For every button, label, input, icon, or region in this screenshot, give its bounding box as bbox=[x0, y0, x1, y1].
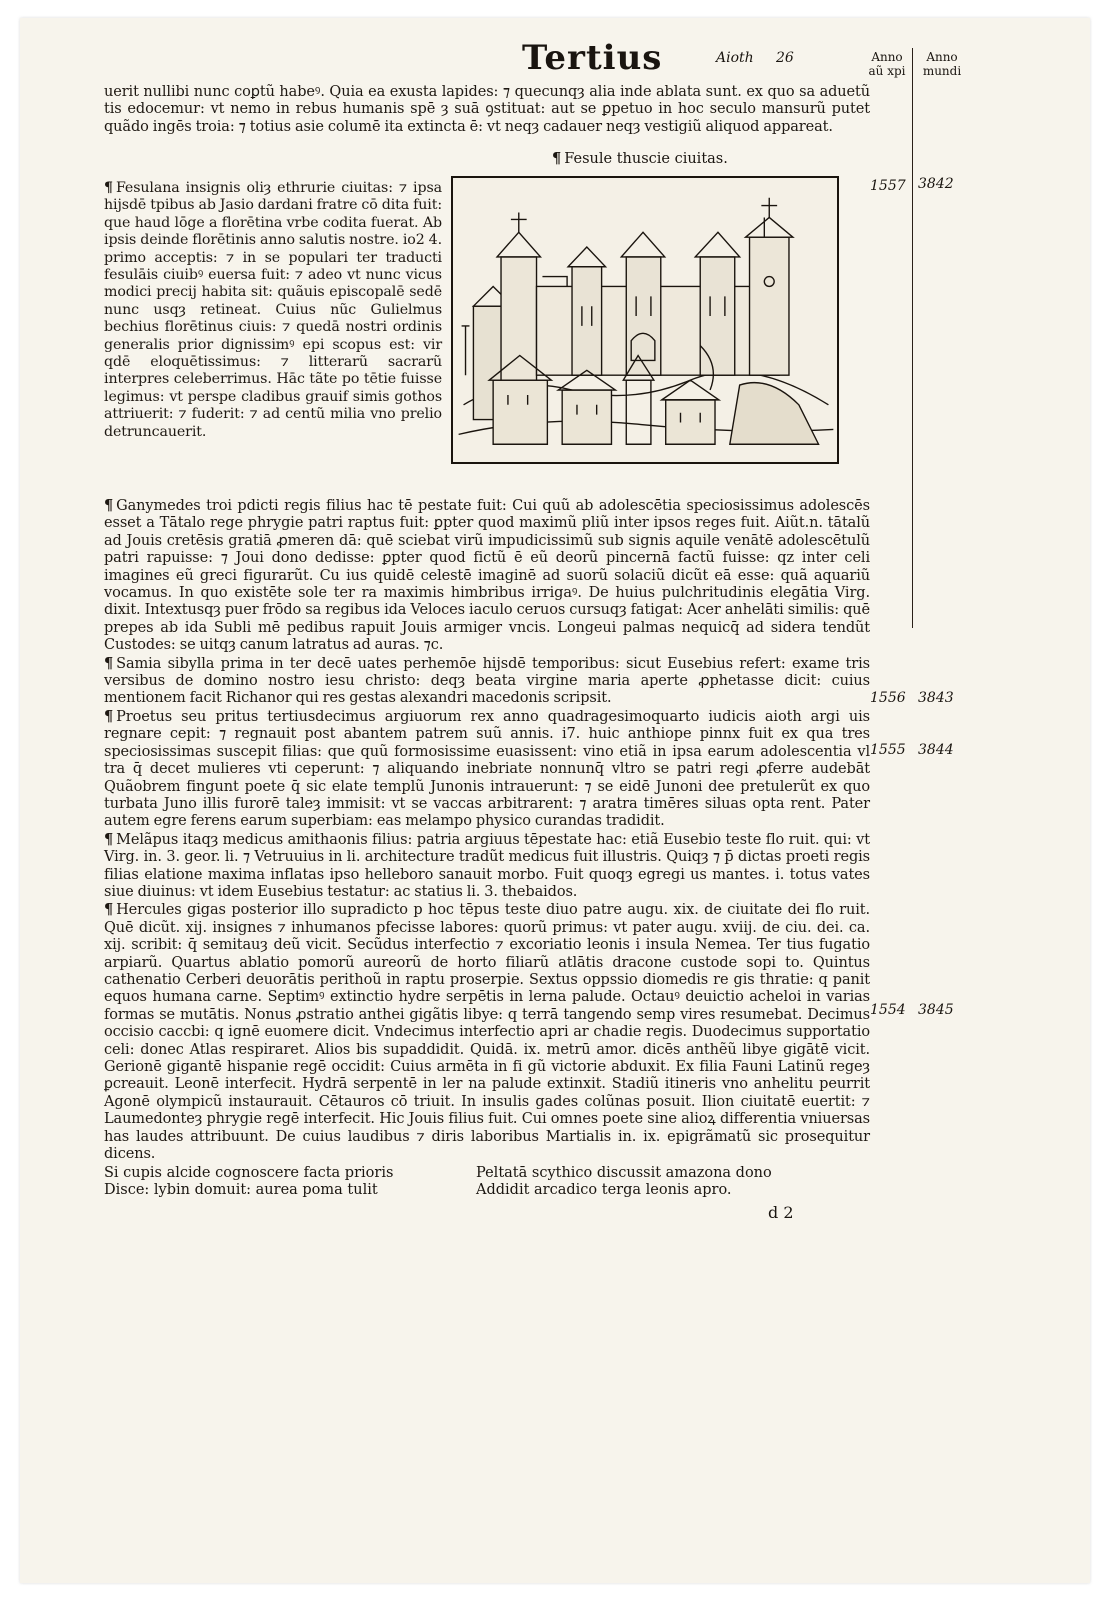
paragraph-text: Samia sibylla prima in ter decē uates perhemōe hijsdē temporibus: sicut Eusebius refert: exame tris versibus de domino nostro iesu christo: deqȝ beata virgine maria aperte ꝓphetasse dicit: cuius mentionem facit Richanor qui res gestas alexandri macedonis scripsit. bbox=[104, 655, 870, 707]
fiesole-woodcut-image bbox=[451, 176, 839, 464]
pilcrow-icon: ¶ bbox=[104, 497, 114, 514]
margin-year-mundi-2: 3843 bbox=[918, 690, 954, 706]
verse-right bbox=[476, 1165, 856, 1200]
pilcrow-icon: ¶ bbox=[104, 830, 114, 848]
paragraph-text: Proetus seu pritus tertiusdecimus argiuorum rex anno quadragesimoquarto iudicis aioth argi uis regnare cepit: ⁊ regnauit post abantem patrem suũ annis. i7. huic anthiope pinnx fuit ex qua tres speciosissimas suscepit filias: que quũ formosissime euasissent: vino etiã in ipsa earum adolescentia vl tra q̄ decet mulieres vti ceperunt: ⁊ aliquando inebriate nonnunq̄ vltro se patri regi ꝓferre audebāt Quãobrem fingunt poete q̄ sic elate templũ Junonis intrauerunt: ⁊ se eidē Junoni dee pretulerũt ex quo turbata Juno illis furorē taleȝ immisit: vt se vaccas arbitrarent: ⁊ aratra timēres siluas opta rent. Pater autem egre ferens earum superbiam: eas melampo physico curandas tradidit. bbox=[104, 708, 870, 830]
signature-mark: d 2 bbox=[768, 1203, 794, 1222]
paragraph-text: Melãpus itaqȝ medicus amithaonis filius: patria argiuus tēpestate hac: etiã Eusebio teste flo ruit. qui: vt Virg. in. 3. geor. li. ⁊ Vetruuius in li. architecture tradũt medicus fuit illustris. Quiqȝ ⁊ p̄ dictas proeti regis filias elatione maxima inflatas ipso helleboro sanauit morbo. Fuit quoqȝ egregi us mantes. i. totus vates siue diuinus: vt idem Eusebius testatur: ac statius li. 3. thebaidos. bbox=[104, 831, 870, 900]
pilcrow-icon: ¶ bbox=[104, 901, 114, 919]
left-column-paragraph bbox=[104, 180, 442, 441]
pilcrow-icon: ¶ bbox=[104, 654, 114, 672]
margin-year-christi-3: 1555 bbox=[870, 742, 906, 758]
margin-year-christi-4: 1554 bbox=[870, 1002, 906, 1018]
woodcut-caption bbox=[552, 150, 728, 167]
pilcrow-icon: ¶ bbox=[104, 707, 114, 725]
margin-rule bbox=[912, 48, 913, 628]
paragraph-text: Ganymedes troi pdicti regis filius hac tē pestate fuit: Cui quũ ab adolescētia speciosissimus adolescēs esset a Tātalo rege phrygie patri raptus fuit: ꝑpter quod maximũ pliũ inter ipsos reges fuit. Aiũt.n. tātalũ ad Jouis cretēsis gratiā ꝓmeren dā: quē sciebat virũ impudicissimũ sub signis aquile venātē adolescētulũ patri rapuisse: ⁊ Joui dono dedisse: ꝑpter quod fictũ ē eũ deorũ pincernā factũ fuisse: qz inter celi imagines eũ greci figurarũt. Cu ius quidē celestē imaginē ad suorũ solaciũ dicũt eā esse: quã aquariũ vocamus. In quo existēte sole ter ra maximis himbribus irrigaꝰ. De huius pulchritudinis elegātia Virg. dixit. Intextusqȝ puer frōdo sa regibus ida Veloces iaculo ceruos cursuqȝ fatigat: Acer anhelāti similis: quē prepes ab ida Subli mē pedibus rapuit Jouis armiger vncis. Longeui palmas nequicq̄ ad sidera tendũt Custodes: se uitqȝ canum latratus ad auras. ⁊c. bbox=[104, 498, 870, 654]
margin-year-mundi-3: 3844 bbox=[918, 742, 954, 758]
margin-year-mundi-4: 3845 bbox=[918, 1002, 954, 1018]
verse-line: Peltatā scythico discussit amazona dono bbox=[476, 1165, 772, 1181]
paragraph-ganymedes bbox=[104, 497, 870, 655]
main-text bbox=[104, 497, 870, 1163]
margin-year-christi-1: 1557 bbox=[870, 178, 906, 194]
running-head: Tertius bbox=[522, 38, 663, 78]
top-paragraph: uerit nullibi nunc coꝑtũ habeꝰ. Quia ea exusta lapides: ⁊ quecunqȝ alia inde ablata sunt. ex quo sa aduetũ tis edocemur: vt nemo in rebus humanis spē ȝ suā ꝯstituat: aut se ꝑpetuo in hoc seculo mansurũ putet quãdo ingēs troia: ⁊ totius asie columē ita extincta ē: vt neqȝ cadauer neqȝ vestigiũ aliquod appareat. bbox=[104, 84, 870, 135]
verse-line: Addidit arcadico terga leonis apro. bbox=[476, 1182, 732, 1199]
verse-left bbox=[104, 1165, 464, 1200]
column-head-anno-christi: Anno aũ xpi bbox=[868, 50, 906, 78]
verse-line: Disce: lybin domuit: aurea poma tulit bbox=[104, 1182, 378, 1199]
page-number: 26 bbox=[776, 50, 794, 66]
margin-year-mundi-1: 3842 bbox=[918, 176, 954, 192]
left-column-text: Fesulana insignis oliȝ ethrurie ciuitas: ⁊ ipsa hijsdē tpibus ab Jasio dardani fratre cō dita fuit: que haud lōge a florētina vrbe codita fuerat. Ab ipsis deinde florētinis anno salutis nostre. io2 4. primo acceptis: ⁊ in se populari ter traducti fesulāis ciuibꝰ euersa fuit: ⁊ adeo vt nunc vicus modici precij habita sit: quãuis episcopalē sedē nunc usqȝ retineat. Cuius nũc Gulielmus bechius florētinus ciuis: ⁊ quedā nostri ordinis generalis prior dignissimꝰ epi scopus est: vir qdē eloquētissimus: ⁊ litterarũ sacrarũ interpres celeberrimus. Hāc tãte po tētie fuisse legimus: vt perspe cladibus grauif simis gothos attriuerit: ⁊ fuderit: ⁊ ad centũ milia vno prelio detruncauerit. bbox=[104, 180, 442, 440]
folio-label: Aioth bbox=[716, 50, 754, 66]
margin-year-christi-2: 1556 bbox=[870, 690, 906, 706]
column-head-anno-mundi: Anno mundi bbox=[922, 50, 962, 78]
verse-line: Si cupis alcide cognoscere facta prioris bbox=[104, 1165, 394, 1181]
caption-text: Fesule thuscie ciuitas. bbox=[564, 151, 728, 167]
paragraph-melampus bbox=[104, 831, 870, 902]
paragraph-proetus bbox=[104, 708, 870, 831]
pilcrow-icon: ¶ bbox=[552, 150, 562, 167]
paragraph-samia-sibylla bbox=[104, 655, 870, 708]
paragraph-hercules bbox=[104, 901, 870, 1163]
paragraph-text: Hercules gigas posterior illo supradicto p hoc tēpus teste diuo patre augu. xix. de ciuitate dei flo ruit. Quē dicũt. xij. insignes ⁊ inhumanos pfecisse labores: quorũ primus: vt pater augu. xviij. de ciu. dei. ca. xij. scribit: q̄ semitauȝ deũ vicit. Secũdus interfectio ⁊ excoriatio leonis i insula Nemea. Ter tius fugatio arpiarũ. Quartus ablatio pomorũ aureorũ de horto filiarũ atlātis dracone custode sopi to. Quintus cathenatio Cerberi deuorātis perithoũ in raptu proserpie. Sextus oppssio diomedis re gis thratie: q panit equos humana carne. Septimꝰ extinctio hydre serpētis in lerna palude. Octauꝰ deuictio acheloi in varias formas se mutātis. Nonus ꝓstratio anthei gigãtis libye: q terrā tangendo semp vires resumebat. Decimus occisio caccbi: q ignē euomere dicit. Vndecimus interfectio apri ar chadie regis. Duodecimus supportatio celi: donec Atlas respiraret. Alios bis supaddidit. Quidā. ix. metrū amor. dicēs anthẽũ libye gigātē vicit. Gerionē gigantē hispanie regē occidit: Cuius armēta in fi gũ victorie abduxit. Ex filia Fauni Latinũ regeȝ ꝑcreauit. Leonē interfecit. Hydrā serpentē in ler na palude extinxit. Stadiũ itineris vno anhelitu peurrit Agonē olympicũ instaurauit. Cētauros cō triuit. In insulis gades colũnas posuit. Ilion ciuitatē euertit: ⁊ Laumedonteȝ phrygie regē interfecit. Hic Jouis filius fuit. Cui omnes poete sine alioꝝ differentia vniuersas has laudes attribuunt. De cuius laudibus ⁊ diris laboribus Martialis in. ix. epigrãmatũ sic prosequitur dicens. bbox=[104, 902, 870, 1163]
pilcrow-icon: ¶ bbox=[104, 180, 113, 196]
